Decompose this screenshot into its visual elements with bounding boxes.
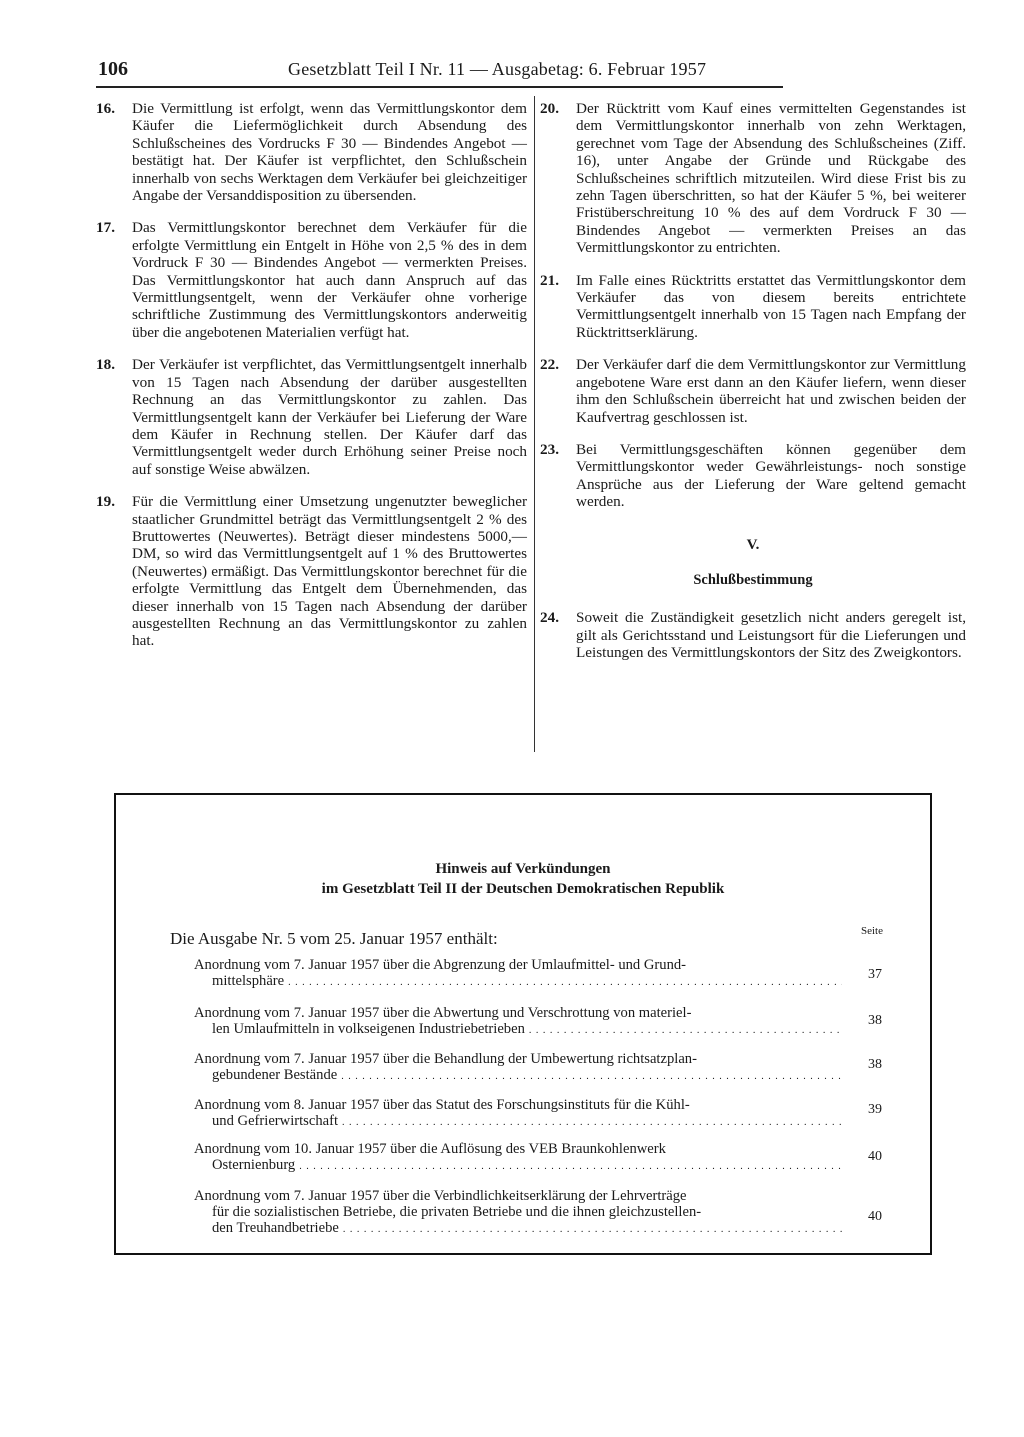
notice-title-line-1: Hinweis auf Verkündungen [435,861,611,877]
running-title: Gesetzblatt Teil I Nr. 11 — Ausgabetag: 6. Februar 1957 [288,59,707,79]
entry-first-line: Anordnung vom 7. Januar 1957 über die Verbindlichkeitserklärung der Lehrverträge [194,1188,687,1204]
toc-entry [194,957,842,991]
paragraph-text: Der Rücktritt vom Kauf eines vermittelten Gegenstandes ist dem Vermittlungskontor innerhalb von zehn Werktagen, gerechnet vom Tage der Absendung des Schlußscheines (Ziff. 16), unter Angabe der Gründe und Rückgabe des Schlußscheines schriftlich mitzuteilen. Wird diese Frist bis zu zehn Tagen überschritten, so hat der Käufer 5 %, bei weiterer Fristüberschreitung 10 % des auf dem Vordruck F 30 — Bindendes Angebot — vermerkten Preises an das Vermittlungskontor zu entrichten. [576,100,966,257]
toc-entry [194,1188,842,1238]
issue-line: Die Ausgabe Nr. 5 vom 25. Januar 1957 enthält: [170,929,498,948]
entry-last-line [194,1220,842,1238]
paragraph-number: 19. [96,493,115,511]
leader-dots [342,1113,842,1131]
page-number: 106 [98,58,128,80]
paragraph-16 [96,100,527,204]
section-number: V. [746,536,760,553]
leader-dots [299,1157,842,1175]
paragraph-number: 24. [540,609,559,627]
notice-title [116,859,930,899]
seite-label: Seite [861,925,883,937]
notice-title-line-2: im Gesetzblatt Teil II der Deutschen Demokratischen Republik [321,881,725,897]
entry-page: 38 [868,1057,882,1072]
paragraph-19 [96,493,527,650]
paragraph-number: 21. [540,271,559,289]
right-column [540,100,966,677]
entry-last-text: mittelsphäre [212,973,285,989]
paragraph-23 [540,441,966,511]
paragraph-number: 23. [540,440,559,458]
paragraph-number: 16. [96,100,115,117]
paragraph-text: Die Vermittlung ist erfolgt, wenn das Vermittlungskontor dem Käufer die Liefermöglichkeit durch Absendung des Schlußscheines des Vordrucks F 30 — Bindendes Angebot — bestätigt hat. Der Käufer ist verpflichtet, den Schlußschein innerhalb von sechs Werktagen dem Verkäufer bei gleichzeitiger Angabe der Versanddisposition zu übersenden. [132,100,527,205]
entry-last-text: den Treuhandbetriebe [212,1220,339,1236]
paragraph-24 [540,609,966,661]
paragraph-number: 22. [540,356,559,374]
paragraph-text: Der Verkäufer darf die dem Vermittlungskontor zur Vermittlung angebotene Ware erst dann an den Käufer liefern, wenn dieser ihm den Schlußschein überreicht hat und zwischen beiden der Kaufvertrag geschlossen ist. [576,356,966,426]
page-header [98,58,781,84]
paragraph-text: Soweit die Zuständigkeit gesetzlich nicht anders geregelt ist, gilt als Gerichtsstand und Leistungsort für die Lieferungen und Leistungen des Vermittlungskontors der Sitz des Zweigkontors. [576,609,966,662]
paragraph-22 [540,356,966,426]
paragraph-text: Für die Vermittlung einer Umsetzung ungenutzter beweglicher staatlicher Grundmittel beträgt das Vermittlungsentgelt 2 % des Bruttowertes (Neuwertes). Beträgt dieser mindestens 5000,— DM, so wird das Vermittlungsentgelt auf 1 % des Bruttowertes (Neuwertes) ermäßigt. Das Vermittlungskontor berechnet für die erfolgte Vermittlung das Entgelt dem Übernehmenden, das dieser innerhalb von 15 Tagen nach Absendung der darüber ausgestellten Rechnung an das Vermittlungskontor zu zahlen hat. [132,493,527,650]
entry-last-line [194,1157,842,1175]
paragraph-20 [540,100,966,257]
entry-last-text: len Umlaufmitteln in volkseigenen Industriebetrieben [212,1021,525,1037]
entry-first-line: Anordnung vom 10. Januar 1957 über die Auflösung des VEB Braunkohlenwerk [194,1141,666,1157]
entry-first-line: Anordnung vom 7. Januar 1957 über die Abgrenzung der Umlaufmittel- und Grund- [194,957,687,973]
paragraph-18 [96,356,527,478]
entry-page: 40 [868,1209,882,1224]
left-column [96,100,527,665]
paragraph-text: Das Vermittlungskontor berechnet dem Verkäufer für die erfolgte Vermittlung ein Entgelt in Höhe von 2,5 % des in dem Vordruck F 30 — Bindendes Angebot — vermerkten Preises. Das Vermittlungskontor hat auch dann Anspruch auf das Vermittlungsentgelt, wenn der Verkäufer ohne vorherige schriftliche Zustimmung des Vermittlungskontors anderweitig über die angebotenen Materialien verfügt hat. [132,219,527,341]
section-title: Schlußbestimmung [693,571,813,588]
entry-first-line: Anordnung vom 8. Januar 1957 über das Statut des Forschungsinstituts für die Kühl- [194,1097,690,1113]
paragraph-21 [540,272,966,342]
leader-dots [343,1220,842,1238]
toc-entry [194,1005,842,1039]
entry-page: 39 [868,1102,882,1117]
entry-last-text: Osternienburg [212,1157,296,1173]
entry-page: 37 [868,967,882,982]
leader-dots [288,973,842,991]
paragraph-number: 18. [96,356,115,374]
toc-entry [194,1051,842,1085]
paragraph-text: Der Verkäufer ist verpflichtet, das Vermittlungsentgelt innerhalb von 15 Tagen nach Absendung der darüber ausgestellten Rechnung an das Vermittlungskontor zu zahlen. Das Vermittlungsentgelt kann der Verkäufer bei Lieferung der Ware dem Käufer in Rechnung stellen. Der Käufer darf das Vermittlungsentgelt weder durch Erhöhung seiner Preise noch auf sonstige Weise abwälzen. [132,356,527,478]
paragraph-text: Im Falle eines Rücktritts erstattet das Vermittlungskontor dem Verkäufer das von diesem bereits entrichtete Vermittlungsentgelt innerhalb von 15 Tagen nach Empfang der Rücktrittserklärung. [576,271,966,341]
entry-first-line: Anordnung vom 7. Januar 1957 über die Abwertung und Verschrottung von materiel- [194,1005,692,1021]
notice-box [114,793,932,1255]
paragraph-text: Bei Vermittlungsgeschäften können gegenüber dem Vermittlungskontor weder Gewährleistungs- noch sonstige Ansprüche aus der Lieferung der Ware geltend gemacht werden. [576,440,966,511]
entry-middle-line: für die sozialistischen Betriebe, die privaten Betriebe und die ihnen gleichzustellen- [212,1204,702,1220]
entry-last-line [194,1113,842,1131]
column-divider [534,96,535,752]
toc-entry [194,1097,842,1131]
entry-last-text: und Gefrierwirtschaft [212,1113,339,1129]
paragraph-17 [96,219,527,341]
entry-page: 40 [868,1149,882,1164]
entry-last-text: gebundener Bestände [212,1067,338,1083]
header-rule [96,86,783,88]
entry-last-line [194,1067,842,1085]
paragraph-number: 17. [96,219,115,237]
leader-dots [529,1021,842,1039]
entry-first-line: Anordnung vom 7. Januar 1957 über die Behandlung der Umbewertung richtsatzplan- [194,1051,697,1067]
entry-page: 38 [868,1013,882,1028]
toc-entry [194,1141,842,1175]
leader-dots [341,1067,842,1085]
entry-last-line [194,1021,842,1039]
paragraph-number: 20. [540,100,559,117]
entry-last-line [194,973,842,991]
